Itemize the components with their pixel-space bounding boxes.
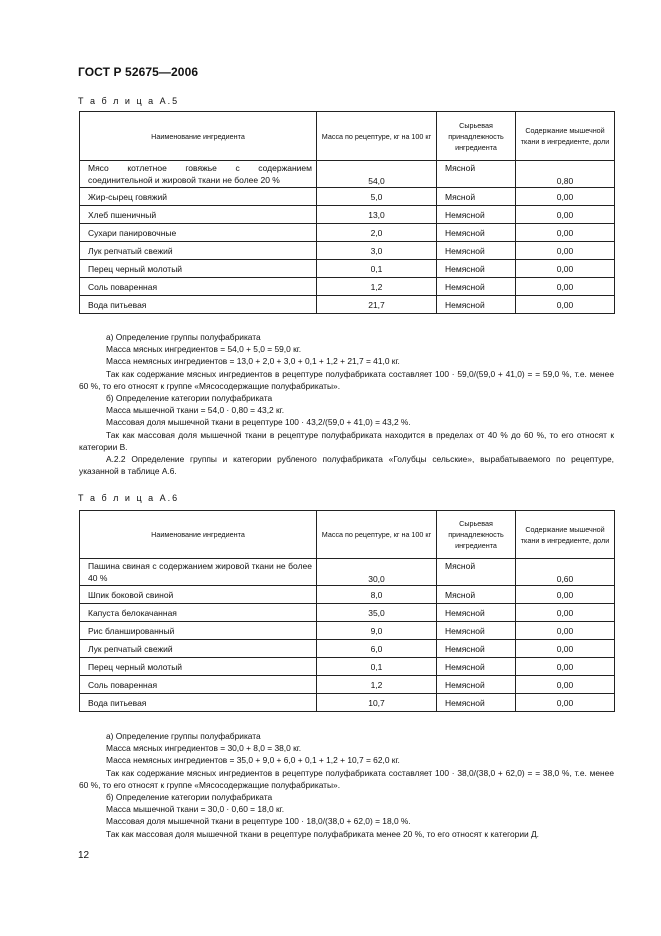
calculation-line: Массовая доля мышечной ткани в рецептуре 100 · 18,0/(38,0 + 62,0) = 18,0 %. xyxy=(106,816,411,827)
muscle-share-cell: 0,00 xyxy=(516,640,615,658)
calculation-line: а) Определение группы полуфабриката xyxy=(106,332,261,342)
calculation-a5 xyxy=(79,331,614,477)
muscle-share-cell: 0,00 xyxy=(516,296,615,314)
origin-cell: Немясной xyxy=(437,658,516,676)
column-header-mass: Масса по рецептуре, кг на 100 кг xyxy=(317,511,437,559)
table-row xyxy=(80,296,615,314)
muscle-share-cell: 0,00 xyxy=(516,694,615,712)
calculation-line: Масса мясных ингредиентов = 30,0 + 8,0 = 38,0 кг. xyxy=(106,743,302,754)
table-a6-caption: Т а б л и ц а А.6 xyxy=(78,493,180,503)
column-header-muscle: Содержание мышечной ткани в ингредиенте, доли xyxy=(516,112,615,161)
origin-cell: Немясной xyxy=(437,242,516,260)
mass-cell: 6,0 xyxy=(317,640,437,658)
muscle-share-cell: 0,00 xyxy=(516,206,615,224)
calculation-a6 xyxy=(79,730,614,840)
calculation-line: Так как массовая доля мышечной ткани в рецептуре полуфабриката менее 20 %, то его относят к категории Д. xyxy=(106,828,540,839)
origin-cell: Немясной xyxy=(437,604,516,622)
column-header-ingredient: Наименование ингредиента xyxy=(80,112,317,161)
table-row xyxy=(80,622,615,640)
mass-cell: 35,0 xyxy=(317,604,437,622)
ingredient-name-cell: Вода питьевая xyxy=(80,694,317,712)
muscle-share-cell: 0,00 xyxy=(516,260,615,278)
table-row xyxy=(80,278,615,296)
column-header-mass: Масса по рецептуре, кг на 100 кг xyxy=(317,112,437,161)
column-header-muscle: Содержание мышечной ткани в ингредиенте, доли xyxy=(516,511,615,559)
muscle-share-cell: 0,00 xyxy=(516,658,615,676)
calculation-line: Так как содержание мясных ингредиентов в рецептуре полуфабриката составляет 100 · 38,0/(38,0 + 62,0) = = 38,0 %, т.е. менее 60 %, то его относят к группе «Мясосодержащие полуфабрикаты». xyxy=(79,767,614,790)
origin-cell: Немясной xyxy=(437,278,516,296)
table-row xyxy=(80,206,615,224)
table-a5 xyxy=(79,111,615,314)
mass-cell: 5,0 xyxy=(317,188,437,206)
origin-cell: Немясной xyxy=(437,296,516,314)
calculation-line: Так как массовая доля мышечной ткани в рецептуре полуфабриката находится в пределах от 40 % до 60 %, то его относят к категории В. xyxy=(79,429,614,452)
calculation-line: б) Определение категории полуфабриката xyxy=(106,393,273,404)
origin-cell: Немясной xyxy=(437,622,516,640)
table-row xyxy=(80,161,615,188)
mass-cell: 3,0 xyxy=(317,242,437,260)
muscle-share-cell: 0,00 xyxy=(516,676,615,694)
calculation-line: Масса мышечной ткани = 30,0 · 0,60 = 18,0 кг. xyxy=(106,804,285,815)
muscle-share-cell: 0,00 xyxy=(516,278,615,296)
mass-cell: 21,7 xyxy=(317,296,437,314)
origin-cell: Немясной xyxy=(437,224,516,242)
origin-cell: Немясной xyxy=(437,694,516,712)
muscle-share-cell: 0,00 xyxy=(516,188,615,206)
ingredient-name-cell: Шпик боковой свиной xyxy=(80,586,317,604)
ingredient-name-cell: Соль поваренная xyxy=(80,278,317,296)
calculation-line: Масса мышечной ткани = 54,0 · 0,80 = 43,2 кг. xyxy=(106,405,285,416)
mass-cell: 1,2 xyxy=(317,278,437,296)
table-row xyxy=(80,260,615,278)
calculation-line: б) Определение категории полуфабриката xyxy=(106,792,273,803)
table-row xyxy=(80,640,615,658)
table-row xyxy=(80,604,615,622)
mass-cell: 10,7 xyxy=(317,694,437,712)
origin-cell: Немясной xyxy=(437,206,516,224)
ingredient-name-cell: Сухари панировочные xyxy=(80,224,317,242)
column-header-ingredient: Наименование ингредиента xyxy=(80,511,317,559)
table-row xyxy=(80,224,615,242)
table-row xyxy=(80,242,615,260)
ingredient-name-cell: Рис бланшированный xyxy=(80,622,317,640)
calculation-line: Масса немясных ингредиентов = 35,0 + 9,0 + 6,0 + 0,1 + 1,2 + 10,7 = 62,0 кг. xyxy=(106,755,400,766)
table-row xyxy=(80,676,615,694)
mass-cell: 13,0 xyxy=(317,206,437,224)
mass-cell: 2,0 xyxy=(317,224,437,242)
calculation-line: Масса немясных ингредиентов = 13,0 + 2,0 + 3,0 + 0,1 + 1,2 + 21,7 = 41,0 кг. xyxy=(106,356,400,367)
calculation-line: А.2.2 Определение группы и категории рубленого полуфабриката «Голубцы сельские», вырабатываемого по рецептуре, указанной в таблице А.6. xyxy=(79,454,614,477)
muscle-share-cell: 0,00 xyxy=(516,586,615,604)
origin-cell: Немясной xyxy=(437,676,516,694)
muscle-share-cell: 0,60 xyxy=(516,559,615,586)
ingredient-name-cell: Перец черный молотый xyxy=(80,260,317,278)
mass-cell: 8,0 xyxy=(317,586,437,604)
mass-cell: 1,2 xyxy=(317,676,437,694)
origin-cell: Немясной xyxy=(437,640,516,658)
table-a6 xyxy=(79,510,615,712)
table-row xyxy=(80,658,615,676)
mass-cell: 30,0 xyxy=(317,559,437,586)
muscle-share-cell: 0,00 xyxy=(516,224,615,242)
ingredient-name-cell: Хлеб пшеничный xyxy=(80,206,317,224)
origin-cell: Мясной xyxy=(437,161,516,188)
table-row xyxy=(80,586,615,604)
origin-cell: Мясной xyxy=(437,586,516,604)
mass-cell: 0,1 xyxy=(317,658,437,676)
ingredient-name-cell: Капуста белокачанная xyxy=(80,604,317,622)
origin-cell: Мясной xyxy=(437,188,516,206)
ingredient-name-cell: Соль поваренная xyxy=(80,676,317,694)
ingredient-name-cell: Жир-сырец говяжий xyxy=(80,188,317,206)
calculation-line: Масса мясных ингредиентов = 54,0 + 5,0 = 59,0 кг. xyxy=(106,344,302,355)
ingredient-name-cell: Лук репчатый свежий xyxy=(80,640,317,658)
page-number: 12 xyxy=(78,850,90,861)
origin-cell: Немясной xyxy=(437,260,516,278)
muscle-share-cell: 0,00 xyxy=(516,242,615,260)
ingredient-name-cell: Пашина свиная с содержанием жировой ткани не более 40 % xyxy=(80,559,317,586)
calculation-line: Так как содержание мясных ингредиентов в рецептуре полуфабриката составляет 100 · 59,0/(59,0 + 41,0) = = 59,0 %, т.е. менее 60 %, то его относят к группе «Мясосодержащие полуфабрикаты». xyxy=(79,368,614,391)
table-row xyxy=(80,188,615,206)
ingredient-name-cell: Перец черный молотый xyxy=(80,658,317,676)
ingredient-name-cell: Мясо котлетное говяжье с содержанием соединительной и жировой ткани не более 20 % xyxy=(80,161,317,188)
mass-cell: 9,0 xyxy=(317,622,437,640)
table-row xyxy=(80,559,615,586)
ingredient-name-cell: Вода питьевая xyxy=(80,296,317,314)
table-a5-caption: Т а б л и ц а А.5 xyxy=(78,96,180,106)
mass-cell: 54,0 xyxy=(317,161,437,188)
column-header-origin: Сырьевая принадлежность ингредиента xyxy=(437,511,516,559)
ingredient-name-cell: Лук репчатый свежий xyxy=(80,242,317,260)
table-row xyxy=(80,694,615,712)
calculation-line: Массовая доля мышечной ткани в рецептуре 100 · 43,2/(59,0 + 41,0) = 43,2 %. xyxy=(106,417,411,428)
muscle-share-cell: 0,80 xyxy=(516,161,615,188)
origin-cell: Мясной xyxy=(437,559,516,586)
mass-cell: 0,1 xyxy=(317,260,437,278)
muscle-share-cell: 0,00 xyxy=(516,604,615,622)
column-header-origin: Сырьевая принадлежность ингредиента xyxy=(437,112,516,161)
calculation-line: а) Определение группы полуфабриката xyxy=(106,731,261,741)
muscle-share-cell: 0,00 xyxy=(516,622,615,640)
document-header: ГОСТ Р 52675—2006 xyxy=(78,65,199,79)
